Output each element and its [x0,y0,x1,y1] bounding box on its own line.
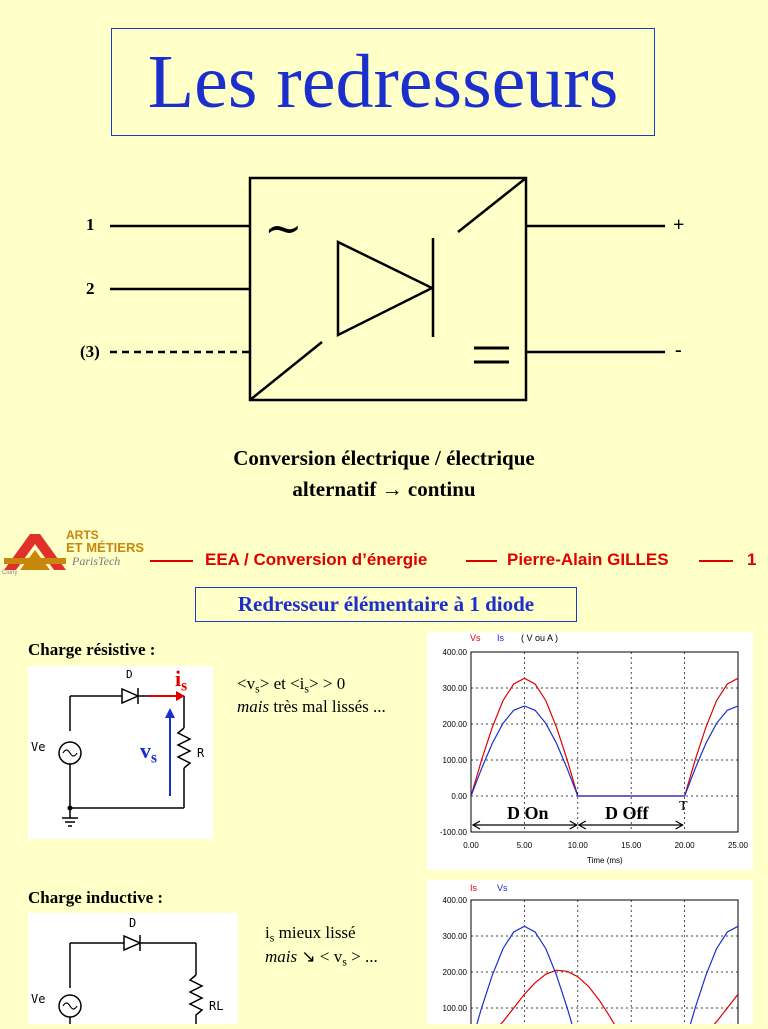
chart1-legend-vs: Vs [470,633,481,643]
page-title: Les redresseurs [147,40,619,124]
inductive-chart-panel [427,880,753,1024]
chart1-annot-on: D On [507,803,549,823]
chart2-series-is [471,970,738,1024]
chart1-xtick-label: 10.00 [567,841,588,850]
inductive-note-line-2: mais ↘ < $v_s$ > ... [265,947,378,969]
chart1-annot-off: D Off [605,803,649,823]
chart2-frame [471,900,738,1024]
voltage-label: $v_s$ [140,738,157,767]
chart1-ytick-label: 100.00 [442,756,467,765]
inductive-circuit-panel [28,913,238,1024]
section-title-box [195,587,577,622]
output-label-minus: - [675,339,682,361]
chart1-ytick-label: 200.00 [442,720,467,729]
resistive-note-line-2: mais très mal lissés ... [237,697,386,716]
chart1-series-vs [471,678,738,796]
chart1-ytick-label: 0.00 [451,792,467,801]
inductive-chart [427,880,753,1024]
chart1-ytick-label: 300.00 [442,684,467,693]
chart1-unit: ( V ou A ) [521,633,559,643]
resistive-chart [427,632,753,870]
resistor-symbol [178,728,190,768]
inductive-heading: Charge inductive : [28,888,164,907]
source-label: Ve [31,740,46,754]
input-label-3: (3) [80,342,100,361]
chart1-ytick-label: -100.00 [439,828,467,837]
diode-symbol [124,936,140,950]
logo-text-arts: ARTS [66,528,99,542]
chart2-ytick-label: 300.00 [442,932,467,941]
chart1-annot-T: T [679,799,688,814]
resistive-note-line-1: $<v_s>$ et $<i_s> > 0$ [237,674,346,696]
diode-label: D [126,668,133,681]
input-label-1: 1 [86,215,95,234]
logo-text-paristech: ParisTech [72,554,121,568]
ac-symbol: ~ [264,201,303,255]
input-label-2: 2 [86,279,95,298]
footer-page-number: 1 [747,550,757,569]
source-label: Ve [31,992,46,1006]
load-label: R [197,746,205,760]
logo-text-cluny: Cluny [2,570,18,576]
chart1-legend-is: Is [497,633,505,643]
logo-text-metiers: ET MÉTIERS [66,540,145,555]
chart2-ytick-label: 400.00 [442,896,467,905]
inductive-note-line-1: $i_s$ mieux lissé [265,923,356,945]
chart2-ytick-label: 200.00 [442,968,467,977]
chart1-xtick-label: 0.00 [463,841,479,850]
title-box [111,28,655,136]
diode-label: D [129,916,137,930]
footer-author: Pierre-Alain GILLES [507,550,669,569]
chart1-xtick-label: 5.00 [516,841,533,850]
section-title: Redresseur élémentaire à 1 diode [237,592,535,616]
chart1-xtick-label: 20.00 [674,841,695,850]
resistive-chart-panel [427,632,753,870]
load-label: RL [209,999,224,1013]
footer-course: EEA / Conversion d’énergie [205,550,428,569]
chart2-legend-is: Is [470,883,478,893]
caption-line-2: alternatif → continu [292,477,476,501]
chart1-xlabel: Time (ms) [587,856,623,865]
chart1-xtick-label: 15.00 [621,841,642,850]
output-label-plus: + [673,214,685,236]
resistive-heading: Charge résistive : [28,640,156,659]
rectifier-block-diagram [0,160,768,420]
chart2-ytick-label: 100.00 [442,1004,467,1013]
current-label: $i_s$ [175,666,188,695]
caption-line-1: Conversion électrique / électrique [233,446,535,470]
chart1-xtick-label: 25.00 [727,841,749,850]
diode-symbol [122,689,138,703]
chart1-ytick-label: 400.00 [442,648,467,657]
chart2-legend-vs: Vs [497,883,508,893]
load-symbol [190,975,202,1024]
resistive-circuit-panel [28,666,213,839]
voltage-arrow [165,708,175,718]
